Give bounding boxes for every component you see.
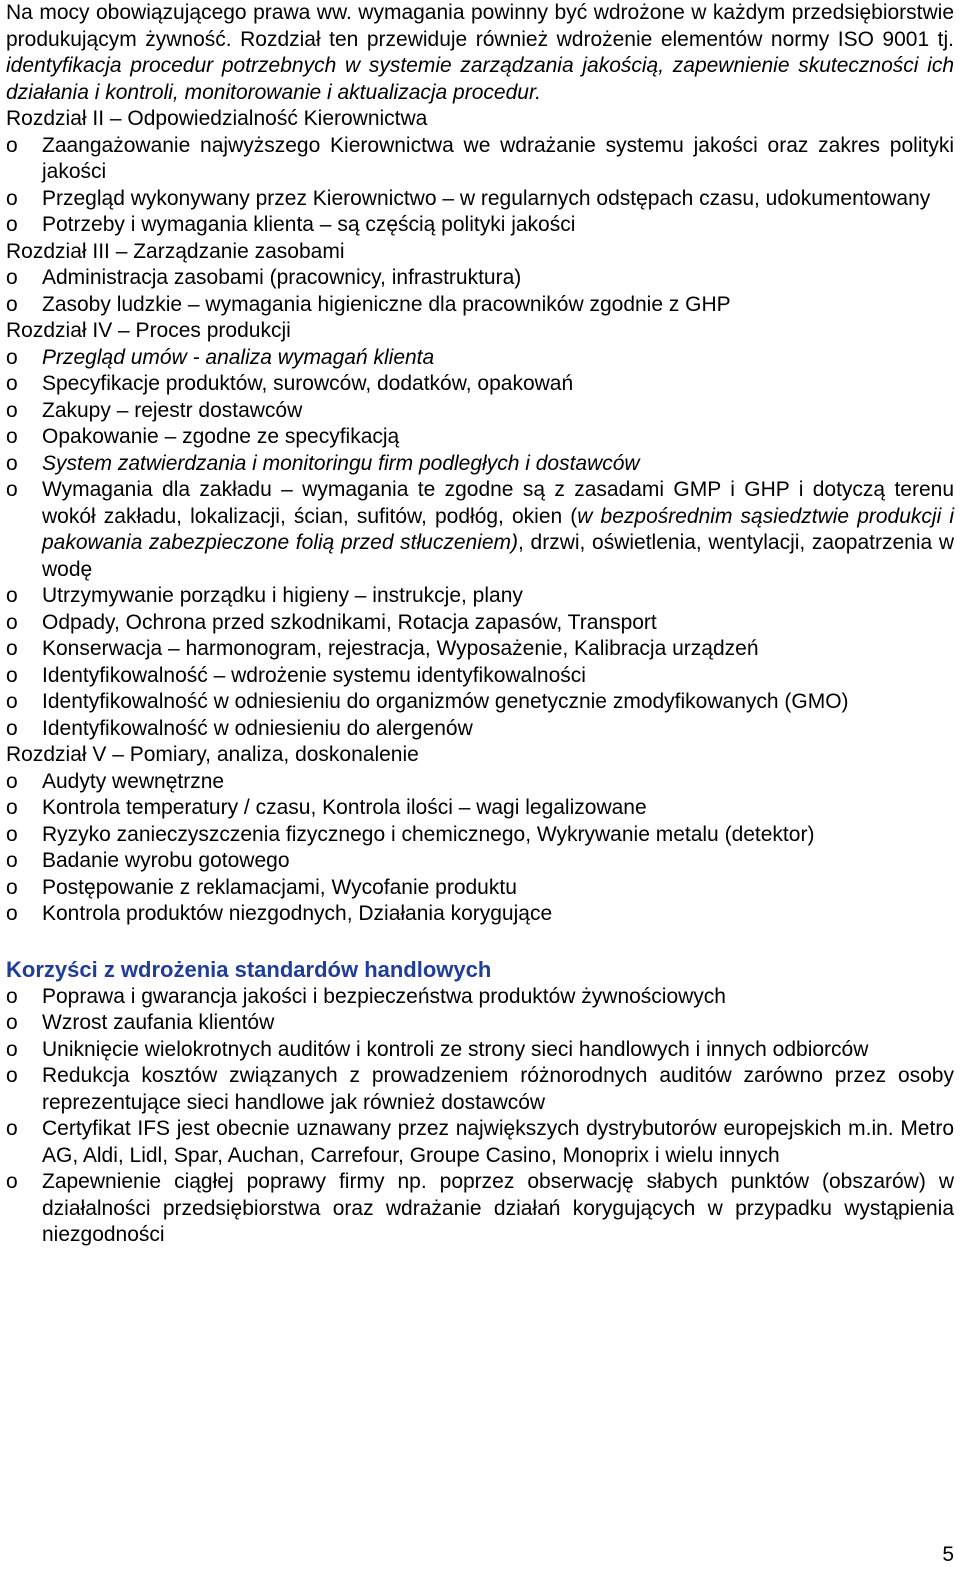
list-item bbox=[6, 133, 954, 186]
intro-text-italic: identyfikacja procedur potrzebnych w systemie zarządzania jakością, zapewnienie skuteczności ich działania i kontroli, monitorowanie i aktualizacja procedur. bbox=[6, 54, 954, 104]
chapter-2-heading: Rozdział II – Odpowiedzialność Kierownictwa bbox=[6, 107, 428, 130]
page-number: 5 bbox=[942, 1543, 954, 1566]
bullet-marker: o bbox=[6, 769, 18, 793]
list-item bbox=[6, 610, 954, 637]
list-item-text: Przegląd wykonywany przez Kierownictwo – w regularnych odstępach czasu, udokumentowany bbox=[42, 186, 931, 210]
list-item-text: Poprawa i gwarancja jakości i bezpieczeństwa produktów żywnościowych bbox=[42, 984, 726, 1008]
bullet-marker: o bbox=[6, 478, 18, 501]
list-item-text: Uniknięcie wielokrotnych auditów i kontroli ze strony sieci handlowych i innych odbiorców bbox=[42, 1037, 869, 1061]
list-item-text: Postępowanie z reklamacjami, Wycofanie produktu bbox=[42, 875, 517, 899]
section-spacer bbox=[6, 928, 954, 956]
bullet-marker: o bbox=[6, 584, 18, 607]
bullet-marker: o bbox=[6, 822, 18, 846]
bullet-marker: o bbox=[6, 292, 18, 316]
list-item bbox=[6, 583, 954, 610]
list-item-text: Badanie wyrobu gotowego bbox=[42, 849, 290, 872]
list-item bbox=[6, 371, 954, 398]
list-item-text: Opakowanie – zgodne ze specyfikacją bbox=[42, 425, 400, 448]
bullet-marker: o bbox=[6, 984, 18, 1008]
list-item bbox=[6, 186, 954, 213]
document-body bbox=[6, 0, 954, 1249]
bullet-marker: o bbox=[6, 372, 18, 395]
list-item bbox=[6, 265, 954, 292]
chapter-4-heading: Rozdział IV – Proces produkcji bbox=[6, 319, 291, 342]
list-item-text: Identyfikowalność w odniesieniu do organizmów genetycznie zmodyfikowanych (GMO) bbox=[42, 690, 849, 713]
bullet-marker: o bbox=[6, 1064, 18, 1087]
bullet-marker: o bbox=[6, 1037, 18, 1061]
list-item-text: System zatwierdzania i monitoringu firm podległych i dostawców bbox=[42, 451, 640, 475]
bullet-marker: o bbox=[6, 345, 18, 369]
bullet-marker: o bbox=[6, 610, 18, 634]
bullet-marker: o bbox=[6, 451, 18, 475]
list-item-text: Redukcja kosztów związanych z prowadzeniem różnorodnych auditów zarówno przez osoby reprezentujące sieci handlowe jak również dostawców bbox=[42, 1064, 954, 1114]
list-item bbox=[6, 822, 954, 849]
list-item bbox=[6, 901, 954, 928]
list-item-text: , drzwi, oświetlenia, wentylacji, zaopatrzenia w wodę bbox=[42, 531, 954, 581]
list-item-text: Potrzeby i wymagania klienta – są częścią polityki jakości bbox=[42, 213, 576, 236]
bullet-marker: o bbox=[6, 663, 18, 687]
list-item-text: Identyfikowalność – wdrożenie systemu identyfikowalności bbox=[42, 663, 586, 687]
bullet-marker: o bbox=[6, 902, 18, 925]
list-item-text-italic: w bezpośrednim sąsiedztwie produkcji i pakowania zabezpieczone folią przed stłuczeniem) bbox=[42, 504, 954, 554]
list-item bbox=[6, 689, 954, 716]
list-item bbox=[6, 663, 954, 690]
bullet-marker: o bbox=[6, 690, 18, 713]
list-item bbox=[6, 716, 954, 743]
list-item-text: Przegląd umów - analiza wymagań klienta bbox=[42, 345, 435, 369]
chapter-5-heading: Rozdział V – Pomiary, analiza, doskonalenie bbox=[6, 743, 419, 766]
list-item-text: Wymagania dla zakładu – wymagania te zgodne są z zasadami GMP i GHP i dotyczą terenu wokół zakładu, lokalizacji, ścian, sufitów, podłóg, okien ( bbox=[42, 478, 954, 528]
list-item bbox=[6, 451, 954, 478]
bullet-marker: o bbox=[6, 716, 18, 740]
list-item bbox=[6, 1169, 954, 1249]
bullet-marker: o bbox=[6, 875, 18, 899]
list-item-text: Utrzymywanie porządku i higieny – instrukcje, plany bbox=[42, 584, 523, 607]
bullet-marker: o bbox=[6, 186, 18, 210]
intro-text: Na mocy obowiązującego prawa ww. wymagania powinny być wdrożone w każdym przedsiębiorstwie produkującym żywność. Rozdział ten przewiduje również wdrożenie elementów normy ISO 9001 tj. bbox=[6, 1, 954, 51]
bullet-marker: o bbox=[6, 1170, 18, 1193]
list-item-text: Odpady, Ochrona przed szkodnikami, Rotacja zapasów, Transport bbox=[42, 610, 657, 634]
list-item-text: Zakupy – rejestr dostawców bbox=[42, 398, 303, 422]
list-item-text: Certyfikat IFS jest obecnie uznawany przez największych dystrybutorów europejskich m.in. Metro AG, Aldi, Lidl, Spar, Auchan, Carrefour, Groupe Casino, Monoprix i wielu innych bbox=[42, 1117, 954, 1167]
bullet-marker: o bbox=[6, 133, 18, 157]
list-item bbox=[6, 984, 954, 1011]
list-item-text: Audyty wewnętrzne bbox=[42, 769, 225, 793]
bullet-marker: o bbox=[6, 1011, 18, 1034]
list-item bbox=[6, 345, 954, 372]
list-item-text: Administracja zasobami (pracownicy, infrastruktura) bbox=[42, 266, 522, 289]
list-item bbox=[6, 1063, 954, 1116]
list-item-text: Zasoby ludzkie – wymagania higieniczne dla pracowników zgodnie z GHP bbox=[42, 292, 731, 316]
list-item bbox=[6, 398, 954, 425]
list-item bbox=[6, 424, 954, 451]
list-item bbox=[6, 477, 954, 583]
list-item-text: Specyfikacje produktów, surowców, dodatków, opakowań bbox=[42, 372, 574, 395]
benefits-heading: Korzyści z wdrożenia standardów handlowych bbox=[6, 956, 492, 982]
list-item bbox=[6, 769, 954, 796]
list-item-text: Zaangażowanie najwyższego Kierownictwa we wdrażanie systemu jakości oraz zakres polityki jakości bbox=[42, 133, 954, 183]
list-item bbox=[6, 848, 954, 875]
list-item-text: Zapewnienie ciągłej poprawy firmy np. poprzez obserwację słabych punktów (obszarów) w działalności przedsiębiorstwa oraz wdrażanie działań korygujących w przypadku wystąpienia niezgodności bbox=[42, 1170, 954, 1246]
list-item-text: Kontrola temperatury / czasu, Kontrola ilości – wagi legalizowane bbox=[42, 796, 647, 819]
bullet-marker: o bbox=[6, 796, 18, 819]
bullet-marker: o bbox=[6, 637, 18, 660]
bullet-marker: o bbox=[6, 213, 18, 236]
list-item-text: Identyfikowalność w odniesieniu do alergenów bbox=[42, 716, 473, 740]
bullet-marker: o bbox=[6, 425, 18, 448]
list-item-text: Konserwacja – harmonogram, rejestracja, Wyposażenie, Kalibracja urządzeń bbox=[42, 637, 759, 660]
list-item-text: Wzrost zaufania klientów bbox=[42, 1011, 275, 1034]
list-item bbox=[6, 1010, 954, 1037]
list-item bbox=[6, 292, 954, 319]
list-item bbox=[6, 795, 954, 822]
bullet-marker: o bbox=[6, 398, 18, 422]
intro-paragraph bbox=[6, 0, 954, 106]
bullet-marker: o bbox=[6, 849, 18, 872]
list-item-text: Ryzyko zanieczyszczenia fizycznego i chemicznego, Wykrywanie metalu (detektor) bbox=[42, 822, 815, 846]
list-item bbox=[6, 1037, 954, 1064]
bullet-marker: o bbox=[6, 266, 18, 289]
bullet-marker: o bbox=[6, 1117, 18, 1140]
list-item bbox=[6, 1116, 954, 1169]
list-item-text: Kontrola produktów niezgodnych, Działania korygujące bbox=[42, 902, 553, 925]
list-item bbox=[6, 212, 954, 239]
list-item bbox=[6, 875, 954, 902]
list-item bbox=[6, 636, 954, 663]
chapter-3-heading: Rozdział III – Zarządzanie zasobami bbox=[6, 239, 345, 263]
